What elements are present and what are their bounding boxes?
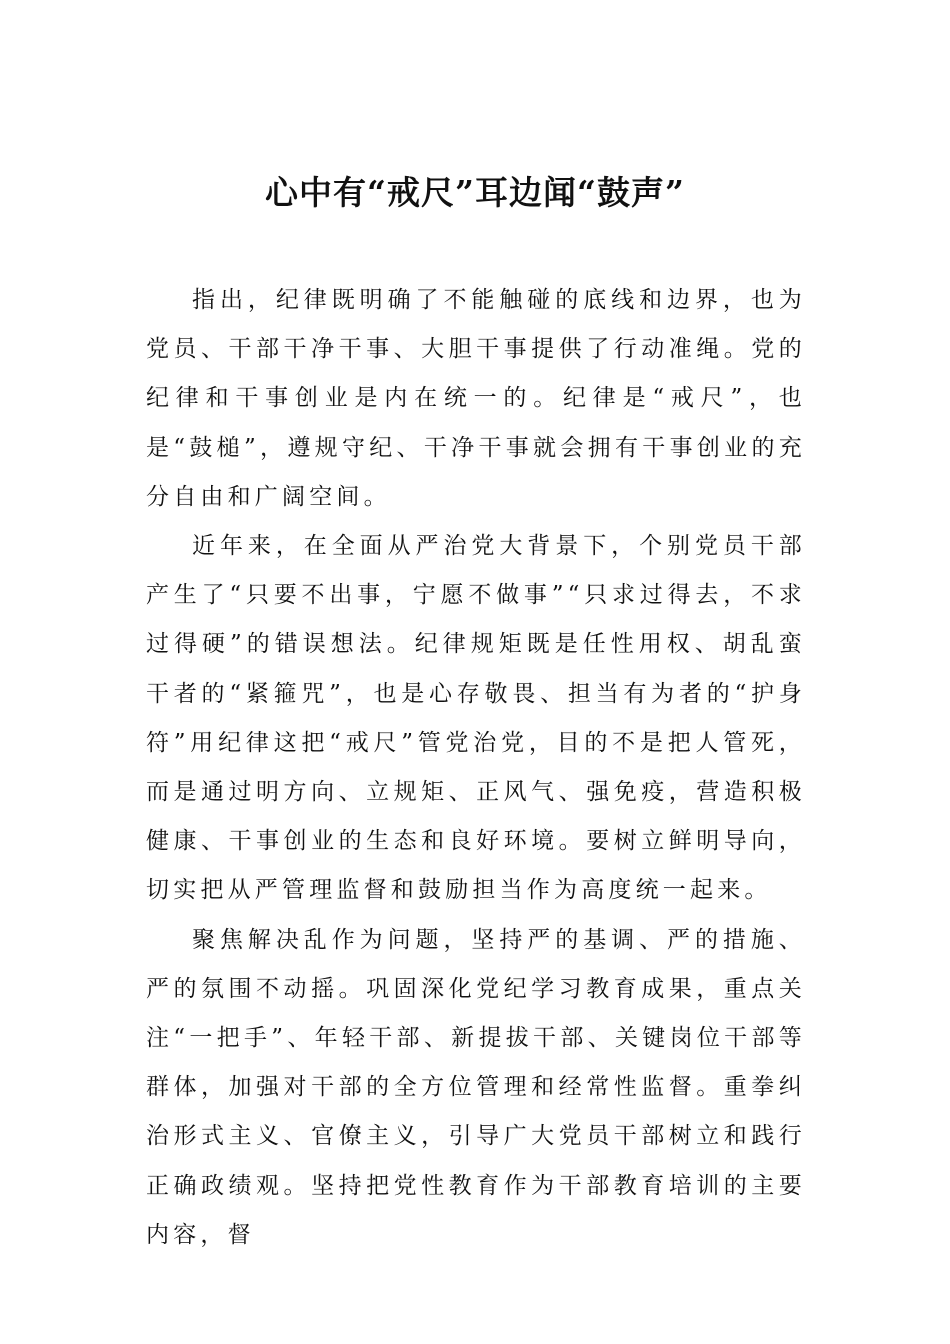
document-body bbox=[146, 276, 806, 1260]
paragraph-1: 指出，纪律既明确了不能触碰的底线和边界，也为党员、干部干净干事、大胆干事提供了行动准绳。党的纪律和干事创业是内在统一的。纪律是“戒尺”，也是“鼓槌”，遵规守纪、干净干事就会拥有干事创业的充分自由和广阔空间。 bbox=[146, 287, 806, 510]
paragraph-2: 近年来，在全面从严治党大背景下，个别党员干部产生了“只要不出事，宁愿不做事”“只求过得去，不求过得硬”的错误想法。纪律规矩既是任性用权、胡乱蛮干者的“紧箍咒”，也是心存敬畏、担当有为者的“护身符”用纪律这把“戒尺”管党治党，目的不是把人管死，而是通过明方向、立规矩、正风气、强免疫，营造积极健康、干事创业的生态和良好环境。要树立鲜明导向，切实把从严管理监督和鼓励担当作为高度统一起来。 bbox=[146, 533, 806, 904]
paragraph-3: 聚焦解决乱作为问题，坚持严的基调、严的措施、严的氛围不动摇。巩固深化党纪学习教育成果，重点关注“一把手”、年轻干部、新提拔干部、关键岗位干部等群体，加强对干部的全方位管理和经常性监督。重拳纠治形式主义、官僚主义，引导广大党员干部树立和践行正确政绩观。坚持把党性教育作为干部教育培训的主要内容，督 bbox=[146, 926, 806, 1248]
document-title: 心中有“戒尺”耳边闻“鼓声” bbox=[265, 173, 685, 212]
